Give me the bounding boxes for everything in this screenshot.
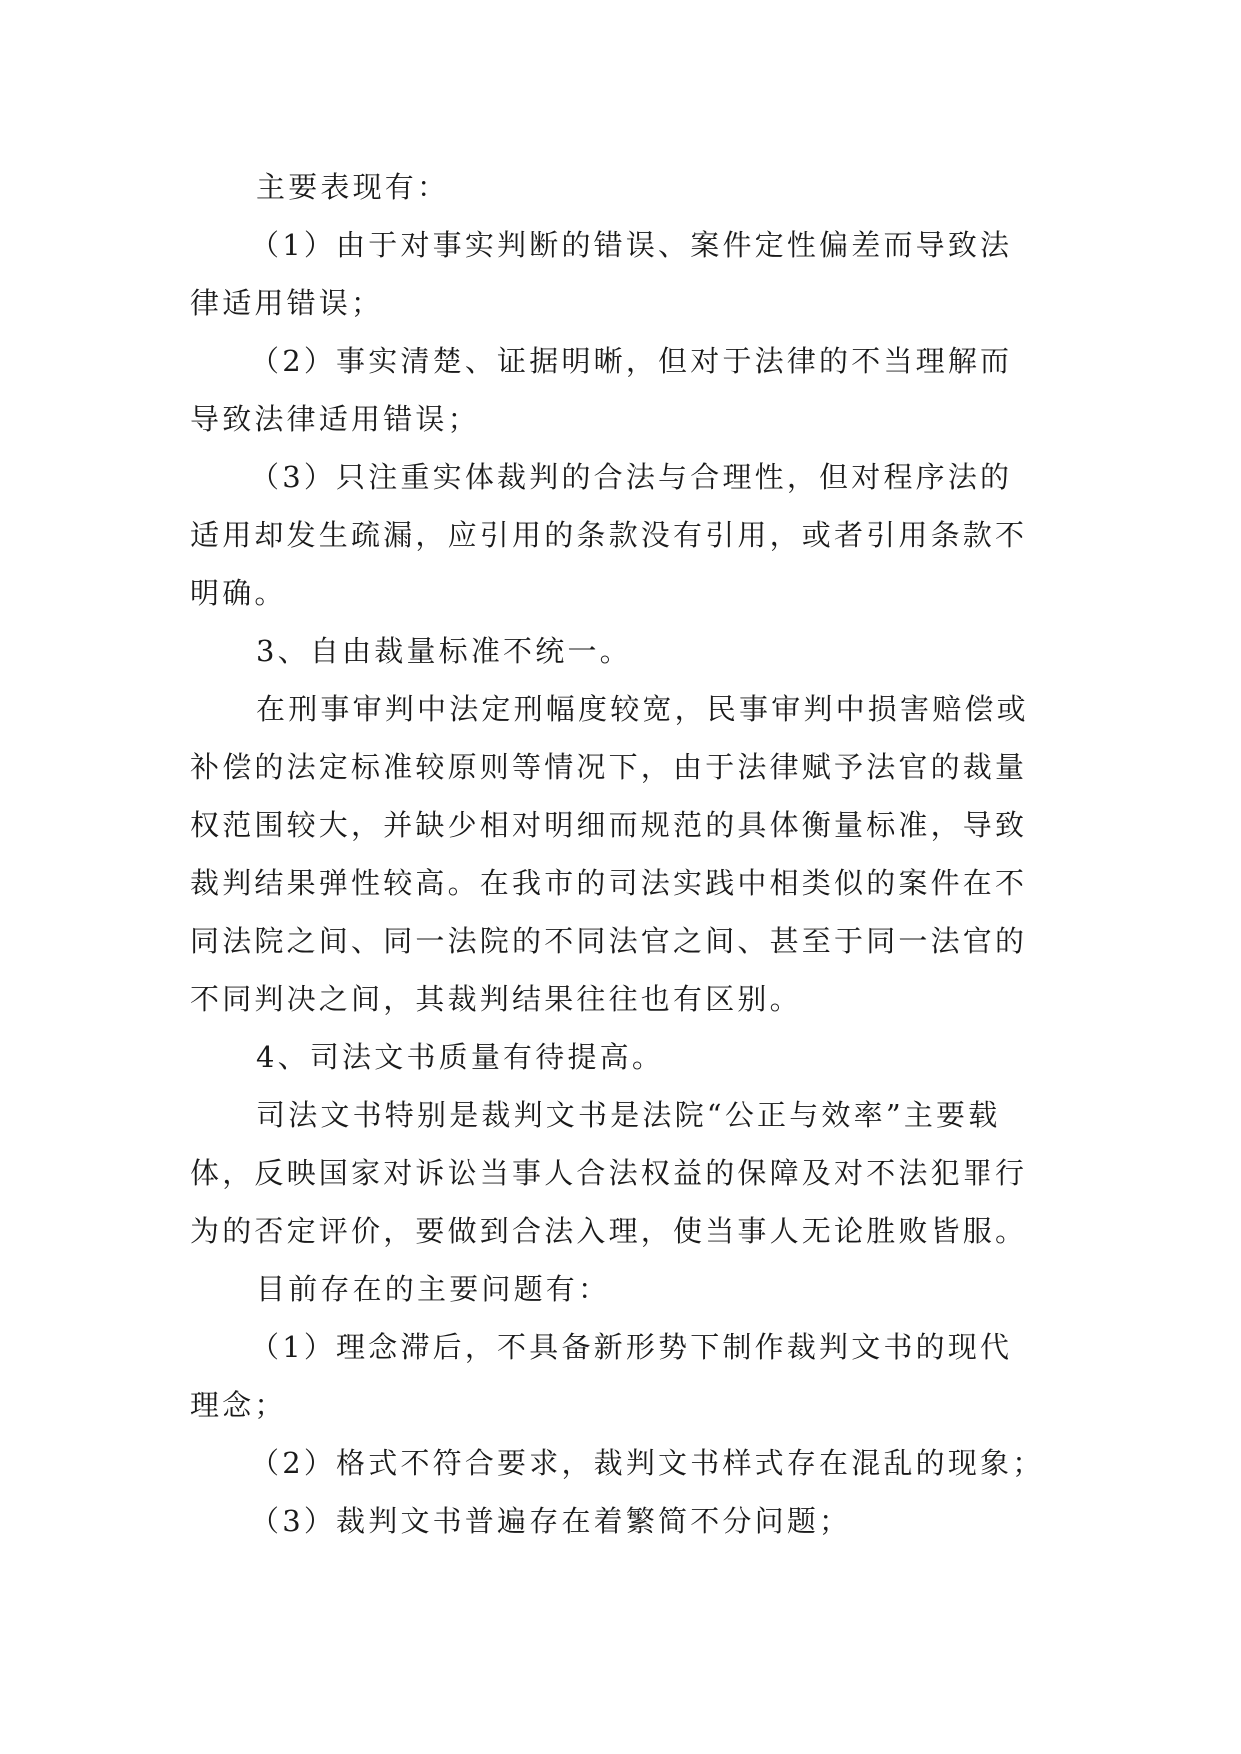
paragraph-line: 权范围较大，并缺少相对明细而规范的具体衡量标准，导致 (190, 808, 1028, 842)
paragraph-line: 体，反映国家对诉讼当事人合法权益的保障及对不法犯罪行 (190, 1156, 1028, 1190)
section-heading: 3、自由裁量标准不统一。 (256, 634, 632, 668)
paragraph-line: 在刑事审判中法定刑幅度较宽，民事审判中损害赔偿或 (256, 692, 1029, 726)
paragraph-line: 同法院之间、同一法院的不同法官之间、甚至于同一法官的 (190, 924, 1028, 958)
paragraph-line: 主要表现有： (256, 170, 450, 204)
paragraph-line: 适用却发生疏漏，应引用的条款没有引用，或者引用条款不 (190, 518, 1028, 552)
paragraph-line: 明确。 (190, 576, 287, 610)
paragraph-line: 司法文书特别是裁判文书是法院“公正与效率”主要载 (256, 1098, 1001, 1132)
paragraph-line: 为的否定评价，要做到合法入理，使当事人无论胜败皆服。 (190, 1214, 1028, 1248)
paragraph-line: 裁判结果弹性较高。在我市的司法实践中相类似的案件在不 (190, 866, 1028, 900)
paragraph-line: 目前存在的主要问题有： (256, 1272, 611, 1306)
paragraph-line: （1）理念滞后，不具备新形势下制作裁判文书的现代 (250, 1330, 1013, 1364)
paragraph-line: 补偿的法定标准较原则等情况下，由于法律赋予法官的裁量 (190, 750, 1028, 784)
paragraph-line: 不同判决之间，其裁判结果往往也有区别。 (190, 982, 802, 1016)
paragraph-line: 律适用错误； (190, 286, 384, 320)
paragraph-line: （3）只注重实体裁判的合法与合理性，但对程序法的 (250, 460, 1013, 494)
paragraph-line: （2）格式不符合要求，裁判文书样式存在混乱的现象； (250, 1446, 1045, 1480)
paragraph-line: 导致法律适用错误； (190, 402, 480, 436)
paragraph-line: （2）事实清楚、证据明晰，但对于法律的不当理解而 (250, 344, 1013, 378)
paragraph-line: （1）由于对事实判断的错误、案件定性偏差而导致法 (250, 228, 1013, 262)
paragraph-line: 理念； (190, 1388, 287, 1422)
section-heading: 4、司法文书质量有待提高。 (256, 1040, 665, 1074)
paragraph-line: （3）裁判文书普遍存在着繁简不分问题； (250, 1504, 852, 1538)
document-page (190, 158, 1060, 1550)
